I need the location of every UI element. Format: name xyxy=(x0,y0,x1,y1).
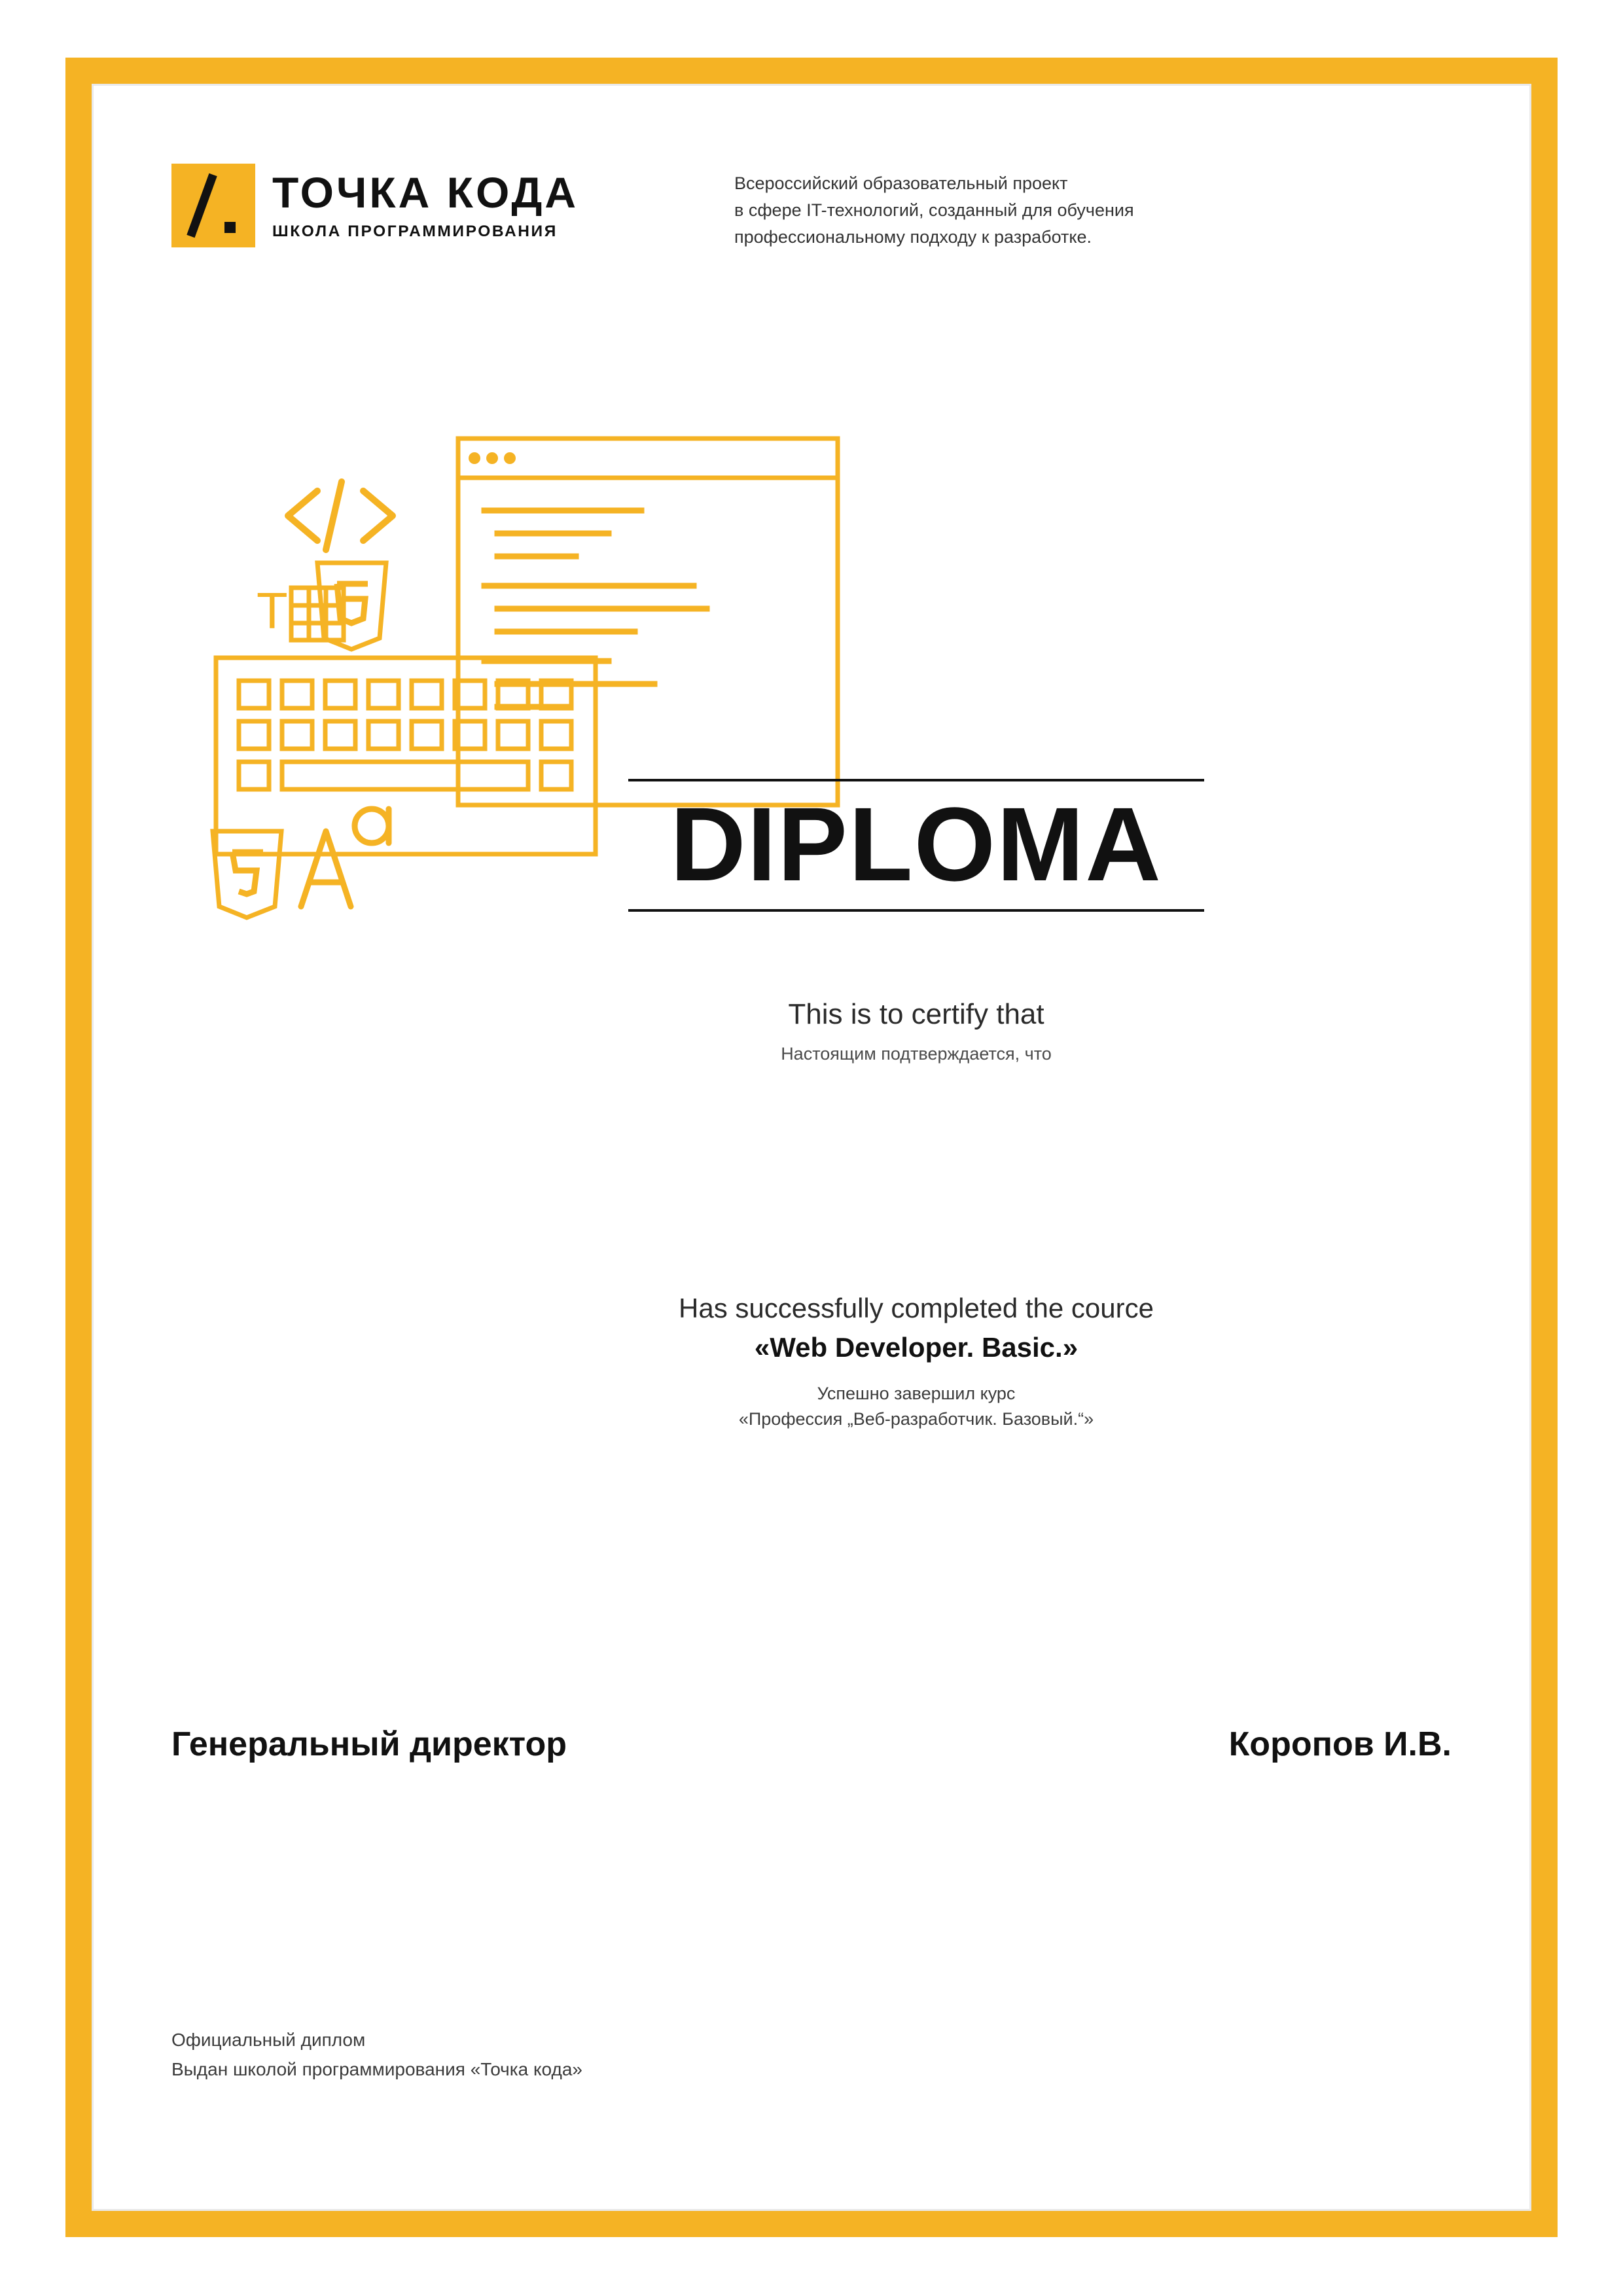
header-description xyxy=(734,164,1134,251)
footer-line-1: Официальный диплом xyxy=(171,2030,366,2050)
certify-text-en: This is to certify that xyxy=(788,998,1044,1030)
course-completion-block-ru xyxy=(458,1381,1374,1432)
signature-name: Коропов И.В. xyxy=(1228,1725,1452,1763)
slash-dot-logo-icon xyxy=(171,164,255,247)
course-name-en: «Web Developer. Basic.» xyxy=(754,1332,1079,1363)
header-description-line-3: профессиональному подходу к разработке. xyxy=(734,227,1092,247)
brand-subtitle: ШКОЛА ПРОГРАММИРОВАНИЯ xyxy=(272,222,558,240)
certify-text-ru: Настоящим подтверждается, что xyxy=(781,1044,1052,1064)
footer xyxy=(171,2026,582,2085)
diploma-rule-bottom xyxy=(628,909,1204,912)
brand-logo xyxy=(171,164,721,247)
diploma-title-block xyxy=(628,779,1204,912)
coding-illustration xyxy=(177,412,949,1067)
course-completion-text-ru: Успешно завершил курс xyxy=(817,1384,1016,1403)
signature-position-title: Генеральный директор xyxy=(171,1725,567,1763)
header-description-line-1: Всероссийский образовательный проект xyxy=(734,173,1068,193)
footer-line-2: Выдан школой программирования «Точка кода» xyxy=(171,2058,582,2079)
brand-title: ТОЧКА КОДА xyxy=(272,168,579,217)
svg-text:T: T xyxy=(257,582,288,639)
header xyxy=(171,164,1454,251)
recipient-name xyxy=(497,1126,1335,1172)
course-name-ru: «Профессия „Веб-разработчик. Базовый.“» xyxy=(738,1409,1094,1429)
course-completion-text-en: Has successfully completed the cource xyxy=(679,1293,1154,1323)
header-description-line-2: в сфере IT-технологий, созданный для обучения xyxy=(734,200,1134,221)
page-title: DIPLOMA xyxy=(670,785,1162,903)
